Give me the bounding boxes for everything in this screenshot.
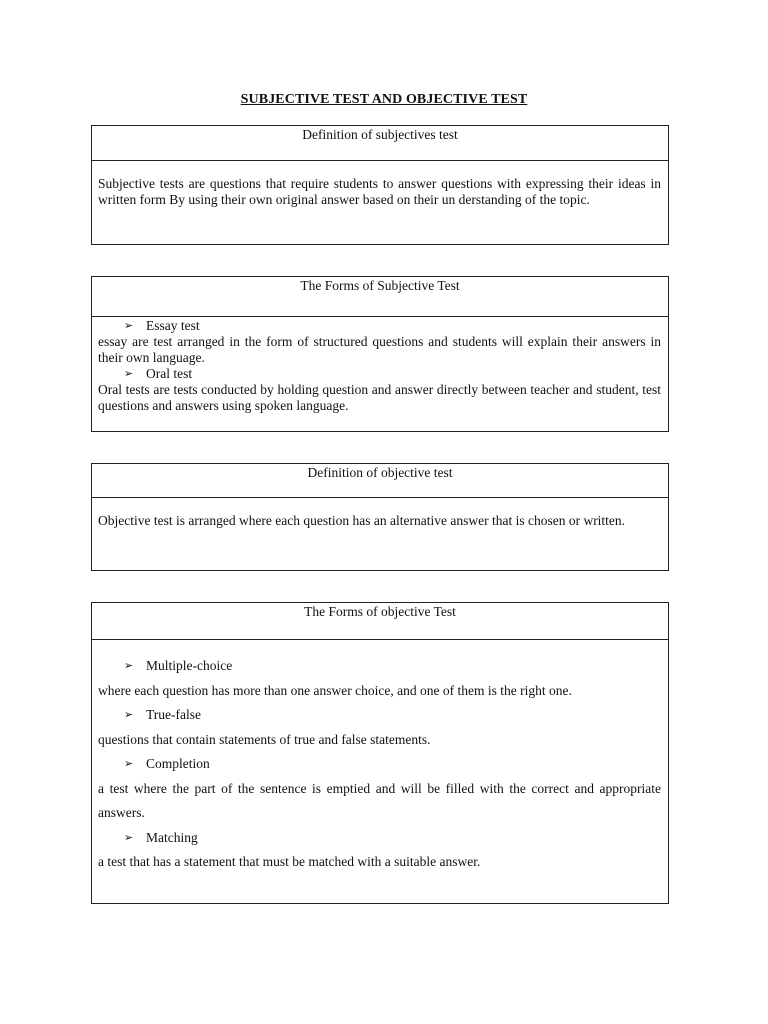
section-heading: Definition of subjectives test [92,126,668,161]
arrowhead-bullet-icon: ➢ [124,830,134,844]
bullet-description: where each question has more than one answer choice, and one of them is the right one. [98,682,572,698]
arrowhead-bullet-icon: ➢ [124,367,134,380]
section-heading: The Forms of objective Test [92,603,668,640]
bullet-item [98,654,661,679]
bullet-description: Oral tests are tests conducted by holding question and answer directly between teacher and student, test questions and answers using spoken language. [98,382,661,413]
bullet-description: questions that contain statements of true and false statements. [98,731,431,747]
bullet-item [98,366,661,382]
section-heading: The Forms of Subjective Test [92,277,668,317]
bullet-label: Oral test [146,366,193,381]
section-body [92,317,668,414]
arrowhead-bullet-icon: ➢ [124,659,134,672]
bullet-label: Essay test [146,318,200,333]
arrowhead-bullet-icon: ➢ [124,708,134,721]
arrowhead-bullet-icon: ➢ [124,319,134,332]
section-objective-forms [91,602,669,904]
bullet-item [98,703,661,728]
bullet-description: a test where the part of the sentence is emptied and will be filled with the correct and appropriate answers. [98,780,661,820]
bullet-description: a test that has a statement that must be matched with a suitable answer. [98,854,481,869]
section-body [92,498,668,529]
definition-text: Objective test is arranged where each question has an alternative answer that is chosen or written. [98,513,626,528]
section-subjective-definition [91,125,669,245]
section-objective-definition [91,463,669,571]
bullet-label: Matching [146,829,198,845]
arrowhead-bullet-icon: ➢ [124,757,134,770]
bullet-item [98,826,661,851]
section-body [92,161,668,208]
bullet-label: Multiple-choice [146,658,233,673]
document-title: SUBJECTIVE TEST AND OBJECTIVE TEST [240,92,528,107]
bullet-description: essay are test arranged in the form of structured questions and students will explain their answers in their own language. [98,334,661,365]
bullet-label: True-false [146,707,201,722]
definition-text: Subjective tests are questions that require students to answer questions with expressing their ideas in written form By using their own original answer based on their un derstanding of the topic. [98,176,661,207]
bullet-item [98,752,661,777]
section-subjective-forms [91,276,669,432]
bullet-item [98,318,661,334]
section-body [92,640,668,875]
bullet-label: Completion [146,756,210,771]
section-heading: Definition of objective test [92,464,668,498]
